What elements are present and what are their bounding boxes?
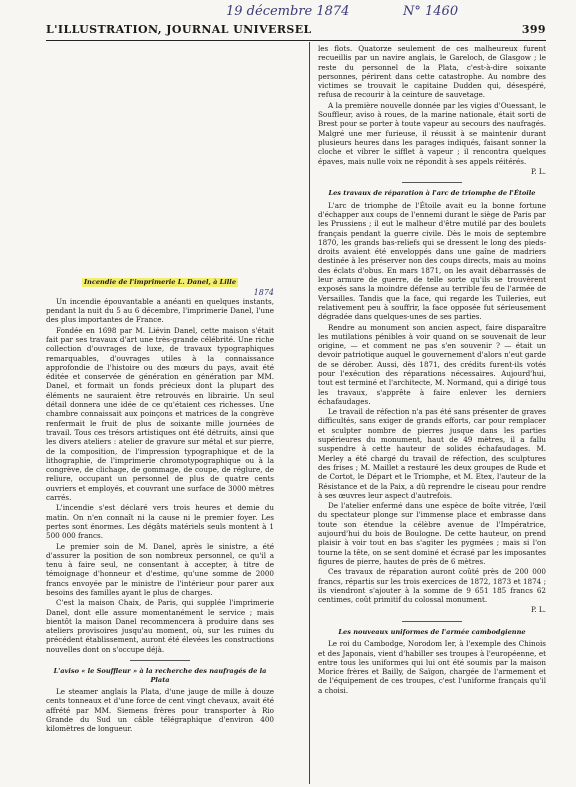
separator <box>402 182 462 183</box>
blank-area <box>46 44 274 274</box>
paragraph: Le premier soin de M. Danel, après le sinistre, a été d'assurer la position de son nombreux personnel, ce qu'il a tenu à faire seul, ne consentant à accepter, à titre de témoignage d'honneur et d'estime, qu'une somme de 2000 francs envoyée par le ministre de l'intérieur pour parer aux besoins des familles ayant le plus de charges. <box>46 541 274 597</box>
section-heading-fire <box>46 278 274 287</box>
paragraph: L'arc de triomphe de l'Étoile avait eu la bonne fortune d'échapper aux coups de l'ennemi durant le siège de Paris par les Prussiens ; il eut le malheur d'être mutilé par des boulets français pendant la guerre civile. Dès le mois de septembre 1870, les grands bas-reliefs qui se dressent le long des pieds-droits avaient été enveloppés dans une gaîne de madriers destinée à les préserver non des coups directs, mais au moins des éclats d'obus. En mars 1871, on les avait débarrassés de leur armure de guerre, de telle sorte qu'ils se trouvèrent exposés sans la moindre défense au terrible feu de l'armée de Versailles. Tandis que la face, qui regarde les Tuileries, eut relativement peu à souffrir, la face opposée fut sérieusement dégradée dans quelques-unes de ses parties. <box>318 200 546 322</box>
handwritten-year: 1874 <box>253 287 274 297</box>
column-divider <box>309 42 310 784</box>
section-heading-uniformes: Les nouveaux uniformes de l'armée cambodgienne <box>338 627 526 636</box>
paragraph: Le steamer anglais la Plata, d'une jauge de mille à douze cents tonneaux et d'une force de cent vingt chevaux, avait été affrété par MM. Siemens frères pour transporter à Rio Grande du Sud un câble télégraphique d'environ 400 kilomètres de longueur. <box>46 687 274 734</box>
signature: P. L. <box>530 166 546 176</box>
handwritten-date: 19 décembre 1874 <box>226 4 350 19</box>
paragraph: Le roi du Cambodge, Norodom Ier, à l'exemple des Chinois et des Japonais, vient d'habiller ses troupes à l'européenne, et entre tous les uniformes qui lui ont été soumis par la maison Morice frères et Bailly, de Saïgon, chargée de l'armement et de l'équipement de ces troupes, c'est l'uniforme français qu'il a choisi. <box>318 639 546 695</box>
paragraph: De l'atelier enfermé dans une espèce de boîte vitrée, l'œil du spectateur plonge sur l'immense place et embrasse dans toute son étendue la célèbre avenue de l'Impératrice, aujourd'hui du bois de Boulogne. De cette hauteur, on prend plaisir à voir tout en bas s'agiter les pygmées ; mais si l'on tourne la tête, on se sent dominé et écrasé par les imposantes figures de pierre, hautes de près de 6 mètres. <box>318 501 546 566</box>
paragraph: Un incendie épouvantable a anéanti en quelques instants, pendant la nuit du 5 au 6 décembre, l'imprimerie Danel, l'une des plus importantes de France. <box>46 296 274 325</box>
paragraph: Rendre au monument son ancien aspect, faire disparaître les mutilations pénibles à voir quand on se souvenait de leur origine, — et comment ne pas s'en souvenir ? — était un devoir patriotique auquel le gouvernement d'alors n'eut garde de se dérober. Aussi, dès 1871, des crédits furent-ils votés pour l'exécution des réparations nécessaires. Aujourd'hui, tout est terminé et l'architecte, M. Normand, qui a dirigé tous les travaux, s'apprête à faire enlever les derniers échafaudages. <box>318 322 546 406</box>
separator <box>130 660 190 661</box>
section-heading-souffleur: L'aviso « le Souffleur » à la recherche des naufragés de la Plata <box>53 667 267 684</box>
section-heading-arc: Les travaux de réparation à l'arc de triomphe de l'Étoile <box>328 189 536 198</box>
page-number: 399 <box>521 23 546 36</box>
paragraph: Ces travaux de réparation auront coûté près de 200 000 francs, répartis sur les trois exercices de 1872, 1873 et 1874 ; ils viendront s'ajouter à la somme de 9 651 185 francs 62 centimes, coût primitif du colossal monument. <box>318 567 546 605</box>
handwritten-number: N° 1460 <box>403 4 459 19</box>
journal-title: L'ILLUSTRATION, JOURNAL UNIVERSEL <box>46 23 312 36</box>
paragraph: les flots. Quatorze seulement de ces malheureux furent recueillis par un navire anglais, le Gareloch, de Glasgow ; le reste du personnel de la Plata, c'est-à-dire soixante personnes, périrent dans cette catastrophe. Au nombre des victimes se trouvait le capitaine Dudden qui, désespéré, refusa de recourir à la ceinture de sauvetage. <box>318 44 546 100</box>
paragraph: C'est la maison Chaix, de Paris, qui supplée l'imprimerie Danel, dont elle assure momentanément le service ; mais bientôt la maison Danel recommencera à produire dans ses ateliers provisoires jusqu'au moment, où, sur les ruines du précédent établissement, auront été élevées les constructions nouvelles dont on s'occupe déjà. <box>46 598 274 654</box>
page-header <box>46 23 546 37</box>
highlighted-heading: Incendie de l'imprimerie L. Danel, à Lille <box>83 278 237 286</box>
paragraph: Fondée en 1698 par M. Liévin Danel, cette maison s'était fait par ses travaux d'art une très-grande célébrité. Une riche collection d'ouvrages de luxe, de travaux typographiques remarquables, d'ouvrages utiles à la connaissance approfondie de l'histoire ou des mœurs du pays, avait été éditée et conservée de génération en génération par MM. Danel, et formait un fonds précieux dont la plupart des éléments ne sauraient être retrouvés en librairie. Un seul détail donnera une idée de ce qu'étaient ces richesses. Une chambre connaissait aux poinçons et matrices de la congrève renfermait le fruit de plus de soixante mille journées de travail. Tous ces trésors artistiques ont été détruits, ainsi que les divers ateliers : atelier de gravure sur métal et sur pierre, de la composition, de l'impression typographique et de la lithographie, de l'imprimerie chromotypographique ou à la congrève, de clichage, de gommage, de coupe, de réglure, de reliure, occupant un personnel de plus de quatre cents ouvriers et employés, et couvrant une surface de 3000 mètres carrés. <box>46 325 274 503</box>
paragraph: Le travail de réfection n'a pas été sans présenter de graves difficultés, sans exiger de grands efforts, car pour remplacer et sculpter nombre de pierres jusque dans les parties supérieures du monument, haut de 49 mètres, il a fallu suspendre à cette hauteur de solides échafaudages. M. Merley a été chargé du travail de réfection, des sculptures des frises ; M. Maillet a restauré les deux groupes de Rude et de Cortot, le Départ et le Triomphe, et M. Etex, l'auteur de la Résistance et de la Paix, a dû reprendre le ciseau pour rendre à ses œuvres leur aspect d'autrefois. <box>318 407 546 500</box>
signature: P. L. <box>530 605 546 615</box>
paragraph: L'incendie s'est déclaré vers trois heures et demie du matin. On n'en connaît ni la cause ni le premier foyer. Les pertes sont énormes. Les dégâts matériels seuls montent à 1 500 000 francs. <box>46 503 274 541</box>
right-column <box>318 44 546 784</box>
paragraph: A la première nouvelle donnée par les vigies d'Ouessant, le Souffleur, aviso à roues, de la marine nationale, était sorti de Brest pour se porter à toute vapeur au secours des naufragés. Malgré une mer furieuse, il réussit à se maintenir durant plusieurs heures dans les parages indiqués, faisant sonner la cloche et vibrer le sifflet à vapeur ; il rencontra quelques épaves, mais nulle voix ne répondit à ses appels réitérés. <box>318 100 546 166</box>
left-column <box>46 44 274 784</box>
separator <box>402 621 462 622</box>
header-rule <box>46 40 546 41</box>
